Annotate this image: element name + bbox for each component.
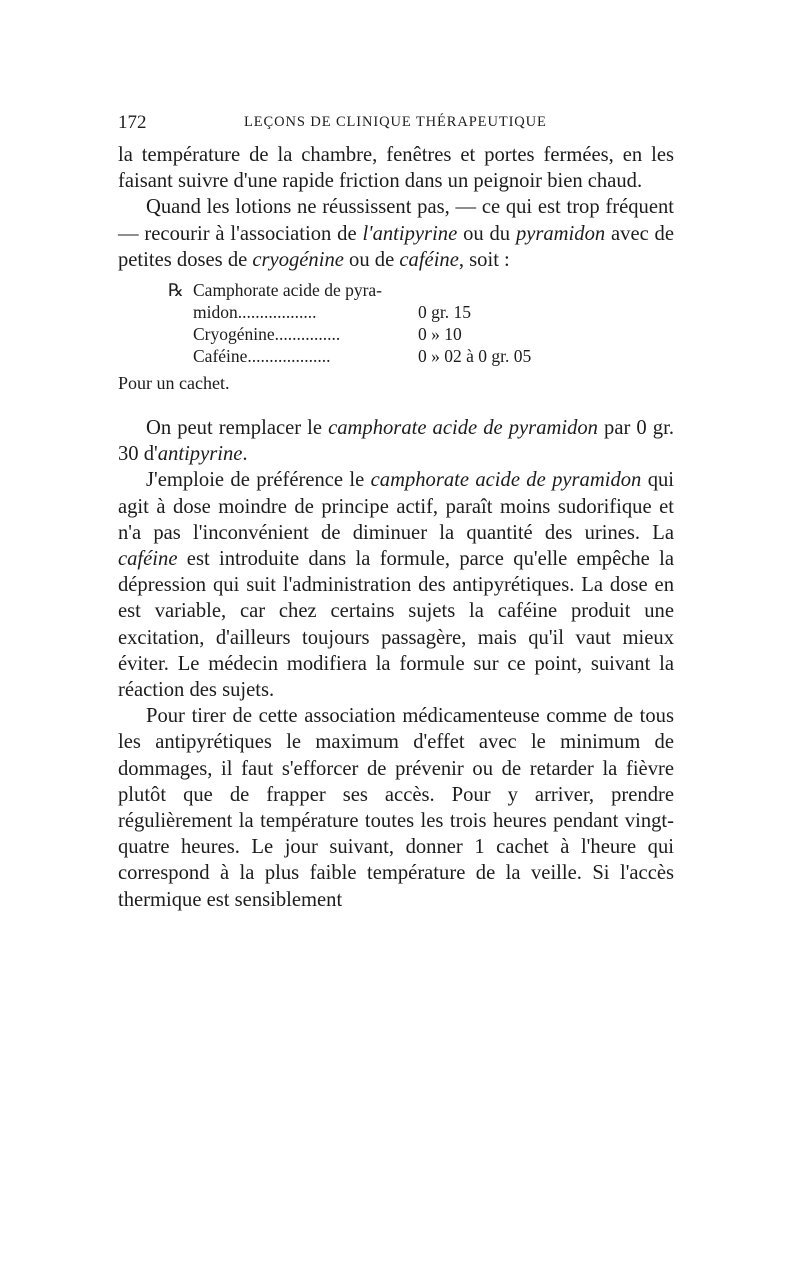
paragraph-3-text-c: .: [242, 443, 248, 466]
prescription-ingredient-3: Caféine...................: [193, 346, 331, 367]
prescription-symbol: ℞: [168, 280, 184, 301]
paragraph-3: [118, 415, 674, 467]
prescription-footer: Pour un cachet.: [118, 373, 230, 394]
paragraph-3-text-b: par 0 gr. 30 d': [118, 417, 674, 466]
prescription-block: [168, 279, 638, 367]
paragraph-3-text-a: On peut remplacer le: [146, 417, 329, 440]
paragraph-4-text-c: est introduite dans la formule, parce qu'elle empêche la dépression qui suit l'administration des antipyrétiques. La dose en est variable, car chez certains sujets la caféine produit une excitation, d'ailleurs toujours passagère, mais qu'il vaut mieux éviter. Le médecin modifiera la formule sur ce point, suivant la réaction des sujets.: [118, 548, 674, 702]
term-antipyrine: antipyrine: [157, 443, 243, 466]
term-pyramidon: pyramidon: [515, 222, 606, 245]
prescription-amount-2: 0 » 10: [418, 324, 462, 345]
paragraph-1: la température de la chambre, fenêtres et portes fermées, en les faisant suivre d'une rapide friction dans un peignoir bien chaud.: [118, 144, 674, 193]
term-antipyrine: l'antipyrine: [362, 222, 458, 245]
paragraph-2-text-e: , soit :: [458, 248, 510, 271]
paragraph-2: [118, 194, 674, 273]
prescription-ingredient-2: Cryogénine...............: [193, 324, 341, 345]
term-cryogenine: cryogénine: [252, 248, 344, 271]
prescription-line: [168, 279, 638, 301]
paragraph-5: Pour tirer de cette association médicamenteuse comme de tous les antipyrétiques le maximum d'effet avec le minimum de dommages, il faut s'efforcer de prévenir ou de retarder la fièvre plutôt que de frapper ses accès. Pour y arriver, prendre régulièrement la température toutes les trois heures pendant vingt-quatre heures. Le jour suivant, donner 1 cachet à l'heure qui correspond à la plus faible température de la veille. Si l'accès thermique est sensiblement: [118, 705, 674, 911]
prescription-ingredient-1-cont: midon..................: [193, 302, 317, 323]
prescription-amount-1: 0 gr. 15: [418, 302, 471, 323]
page-number: 172: [118, 112, 147, 133]
book-page: [118, 112, 674, 913]
prescription-line: [168, 301, 638, 323]
paragraph-2-text-d: ou de: [343, 248, 400, 271]
paragraph-4-text-a: J'emploie de préférence le: [146, 469, 371, 492]
paragraph-2-text-a: Quand les lotions ne réussissent pas, — ce qui est trop fréquent — recourir à l'association de: [118, 196, 674, 245]
prescription-amount-3: 0 » 02 à 0 gr. 05: [418, 346, 532, 367]
term-cafeine: caféine: [399, 248, 459, 271]
paragraph-4: [118, 467, 674, 703]
prescription-line: [168, 345, 638, 367]
term-camphorate: camphorate acide de pyramidon: [370, 469, 642, 492]
paragraph-4-text-b: qui agit à dose moindre de principe actif, paraît moins sudorifique et n'a pas l'inconvénient de diminuer la quantité des urines. La: [118, 469, 675, 544]
term-cafeine: caféine: [118, 548, 178, 571]
running-title: LEÇONS DE CLINIQUE THÉRAPEUTIQUE: [244, 114, 547, 130]
running-header: [118, 112, 674, 142]
paragraph-2-text-c: avec de petites doses de: [118, 222, 674, 271]
paragraph-2-text-b: ou du: [457, 222, 516, 245]
term-camphorate: camphorate acide de pyramidon: [328, 417, 598, 440]
prescription-ingredient-1: Camphorate acide de pyra-: [193, 280, 383, 301]
prescription-line: [168, 323, 638, 345]
